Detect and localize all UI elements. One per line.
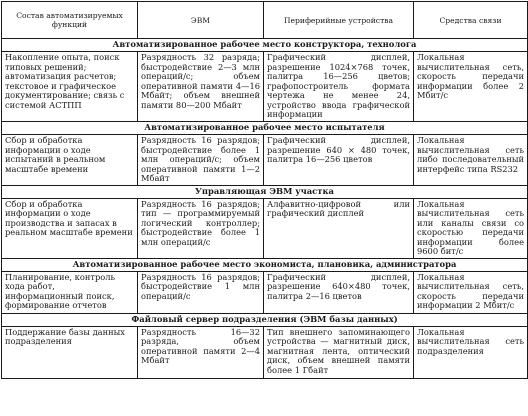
header-functions: Состав автоматизируемых функций <box>2 2 138 39</box>
cell-peripherals: Графический дисплей, разрешение 1024×768 точек, палитра 16—256 цветов; графопостроитель формата чертежа не менее 24, устройство ввода графической информации <box>264 52 414 122</box>
cell-communications: Локальная вычислительная сеть, скорость передачи информации 2 Мбит/с <box>414 271 528 313</box>
section-title-row <box>2 185 528 198</box>
section-title: Автоматизированное рабочее место экономиста, плановика, администратора <box>2 258 528 271</box>
cell-functions: Сбор и обработка информации о ходе испытаний в реальном масштабе времени <box>2 135 138 186</box>
cell-functions: Накопление опыта, поиск типовых решений; автоматизация расчетов; текстовое и графическое документирование; связь с системой АСТПП <box>2 52 138 122</box>
header-communications: Средства связи <box>414 2 528 39</box>
section-title: Файловый сервер подразделения (ЭВМ базы данных) <box>2 313 528 326</box>
cell-computer: Разрядность 16 разрядов; быстродействие 1 млн операций/с <box>138 271 264 313</box>
table-row <box>2 326 528 378</box>
table-row <box>2 135 528 186</box>
table-row <box>2 52 528 122</box>
cell-functions: Поддержание базы данных подразделения <box>2 326 138 378</box>
cell-computer: Разрядность 16—32 разряда, объем оперативной памяти 2—4 Мбайт <box>138 326 264 378</box>
table-header-row <box>2 2 528 39</box>
cell-functions: Планирование, контроль хода работ, информационный поиск, формирование отчетов <box>2 271 138 313</box>
cell-computer: Разрядность 16 разрядов; тип — программируемый логический контроллер; быстродействие более 1 млн операций/с <box>138 198 264 258</box>
cell-computer: Разрядность 32 разряда; быстродействие 2—3 млн операций/с; объем оперативной памяти 4—16 Мбайт; объем внешней памяти 80—200 Мбайт <box>138 52 264 122</box>
requirements-table <box>1 1 528 379</box>
table-row <box>2 198 528 258</box>
header-peripherals: Периферийные устройства <box>264 2 414 39</box>
cell-peripherals: Графический дисплей, разрешение 640 × 480 точек, палитра 16—256 цветов <box>264 135 414 186</box>
header-computer: ЭВМ <box>138 2 264 39</box>
section-title-row <box>2 122 528 135</box>
cell-communications: Локальная вычислительная сеть, скорость передачи информации более 2 Мбит/с <box>414 52 528 122</box>
cell-peripherals: Алфавитно-цифровой или графический дисплей <box>264 198 414 258</box>
section-title: Автоматизированное рабочее место испытателя <box>2 122 528 135</box>
section-title: Автоматизированное рабочее место конструктора, технолога <box>2 39 528 52</box>
cell-peripherals: Тип внешнего запоминающего устройства — магнитный диск, магнитная лента, оптический диск, объем внешней памяти более 1 Гбайт <box>264 326 414 378</box>
section-title-row <box>2 39 528 52</box>
section-title: Управляющая ЭВМ участка <box>2 185 528 198</box>
cell-communications: Локальная вычислительная сеть либо последовательный интерфейс типа RS232 <box>414 135 528 186</box>
cell-functions: Сбор и обработка информации о ходе производства и запасах в реальном масштабе времени <box>2 198 138 258</box>
document-page <box>1 1 527 414</box>
cell-peripherals: Графический дисплей, разрешение 640×480 точек, палитра 2—16 цветов <box>264 271 414 313</box>
section-title-row <box>2 258 528 271</box>
cell-communications: Локальная вычислительная сеть подразделения <box>414 326 528 378</box>
cell-communications: Локальная вычислительная сеть или каналы связи со скоростью передачи информации более 9600 бит/с <box>414 198 528 258</box>
table-row <box>2 271 528 313</box>
section-title-row <box>2 313 528 326</box>
cell-computer: Разрядность 16 разрядов; быстродействие более 1 млн операций/с; объем оперативной памяти 1—2 Мбайт <box>138 135 264 186</box>
